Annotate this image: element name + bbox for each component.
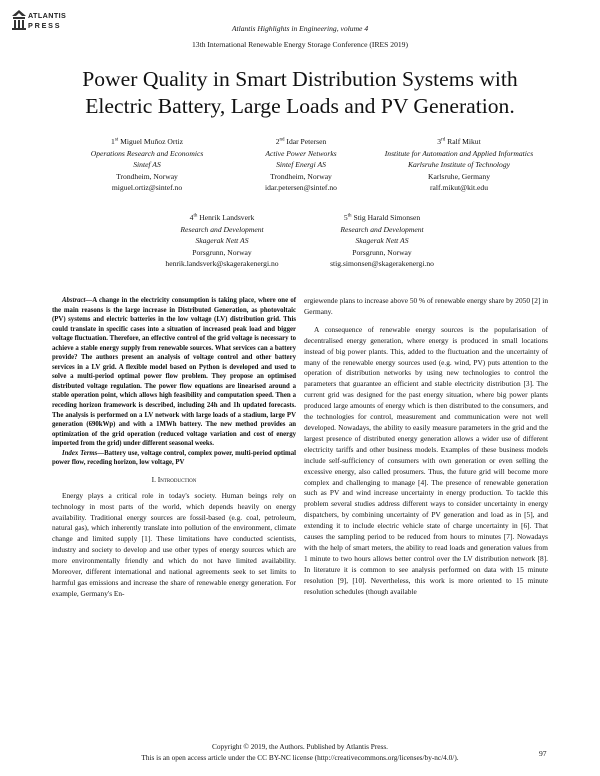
left-column <box>52 296 296 600</box>
right-column <box>304 296 548 597</box>
author-email[interactable]: miguel.ortiz@sintef.no <box>111 183 183 192</box>
author-name: Stig Harald Simonsen <box>353 213 421 222</box>
title-line-1: Power Quality in Smart Distribution Systems with <box>82 67 518 91</box>
author-organization: Karlsruhe Institute of Technology <box>407 160 511 169</box>
abstract-label: Abstract <box>62 297 86 304</box>
author-name: Henrik Landsverk <box>199 213 255 222</box>
copyright-line: Copyright © 2019, the Authors. Published by Atlantis Press. <box>211 742 388 751</box>
paper-title <box>20 66 580 120</box>
index-terms <box>52 449 296 468</box>
author-department: Active Power Networks <box>265 148 337 158</box>
author-department: Institute for Automation and Applied Informatics <box>384 148 534 158</box>
page-footer <box>0 742 600 763</box>
author-name-line: 4th Henrik Landsverk <box>189 213 255 222</box>
author-city: Trondheim, Norway <box>116 171 178 181</box>
index-terms-text: —Battery use, voltage control, complex power, multi-period optimal power flow, receding horizon, low voltage, PV <box>52 449 296 467</box>
author-email[interactable]: ralf.mikut@kit.edu <box>429 183 489 192</box>
author-name-line: 1st Miguel Muñoz Ortiz <box>111 137 183 146</box>
author-organization: Sintef AS <box>133 160 161 169</box>
author-name: Miguel Muñoz Ortiz <box>120 137 183 146</box>
body-paragraph: A consequence of renewable energy sources is the popularisation of decentralised energy generation, where energy is produced in small locations instead of big power plants. This, added to the fluctuation and the uncertainty of many of the renewable energy sources used (e.g. wind, PV) puts attention to the operation of distribution networks by using new technologies to control the parameters that guarantee an efficient and stable electricity distribution [3]. The current grid was designed for the past energy situation, where big power plants produced large amounts of energy which is then distributed to the consumers, and the technologies for control, measurement and communication were not well developed. Nowadays, the ability to easily measure parameters in the grid and the largest presence of distributed energy generation allows a wider use of different electricity tariffs and other business models. Examples of these business models include self-sufficiency of consumers with own generation or even selling the excessive energy, also called prosumers. Thus, the future grid will become more complex and challenging to manage [4]. The presence of renewable generation such as PV and wind increase uncertainty in energy production. To tackle this problem several studies address different ways to consider uncertainty in energy dispatchers, by combining uncertainty of PV generation and load as in [5], and extending it to include electric vehicle state of charge uncertainty in [6]. That causes the sampling period to be reduced from hours to minutes [7]. Nowadays with the help of smart meters, the ability to read loads and generation values from 1 minute to two hours allows better control over the LV distribution network [8]. In literature it is common to see analysis performed on data with 15 minute resolution [9], [10]. Nevertheless, this work is more oriented to 15 minute resolution schedules (though available <box>304 324 548 596</box>
author-name-line: 5th Stig Harald Simonsen <box>343 213 421 222</box>
author-name-line: 3rd Ralf Mikut <box>437 137 481 146</box>
logo-text-line2: PRESS <box>28 21 62 30</box>
author-block-3 <box>361 136 557 194</box>
index-terms-label: Index Terms <box>62 449 98 457</box>
author-email[interactable]: henrik.landsverk@skagerakenergi.no <box>165 259 279 268</box>
author-department: Research and Development <box>340 224 424 234</box>
section-heading: I. Introduction <box>151 474 197 484</box>
author-email[interactable]: stig.simonsen@skagerakenergi.no <box>330 259 434 268</box>
author-name: Ralf Mikut <box>447 137 481 146</box>
continued-paragraph: ergiewende plans to increase above 50 % of renewable energy share by 2050 [2] in Germany. <box>304 296 548 316</box>
author-department: Research and Development <box>180 224 264 234</box>
running-head: Atlantis Highlights in Engineering, volume 4 <box>231 24 369 33</box>
author-email[interactable]: idar.petersen@sintef.no <box>265 183 337 192</box>
license-line[interactable]: This is an open access article under the CC BY-NC license (http://creativecommons.org/licenses/by-nc/4.0/). <box>141 752 459 762</box>
author-city: Karlsruhe, Germany <box>428 171 490 181</box>
author-city: Porsgrunn, Norway <box>192 247 252 257</box>
abstract-text: —A change in the electricity consumption is taking place, where one of the main reasons is the large increase in Distributed Generation, as photovoltaic (PV) systems and electric batteries in the low voltage (LV) distribution grid. This could translate in specific cases into a situation of increased peak load and bigger voltage fluctuation. Therefore, an effective control of the grid voltage is necessary to achieve a stable energy supply from renewable sources. What services can a battery provide? The authors present an analysis of voltage control and other battery services in a LV grid. A flexible model based on Python is developed and used to solve a multi-period optimal power flow problem. They propose an optimised distributed voltage regulation. The power flow equations are linearised around a stable operation point, which allows high feasibility and computation speed. Then a receding horizon framework is described, including 24h and 1h updated forecasts. The analysis is performed on a LV network with large loads of a stadium, large PV generation (690kWp) and with a 1MWh battery. The new method provides an optimization of the grid operation (reduced voltage variation and cost of energy imported from the grid) under different seasonal weeks. <box>52 297 296 448</box>
author-organization: Skagerak Nett AS <box>355 236 409 245</box>
author-block-5 <box>282 212 482 270</box>
author-city: Porsgrunn, Norway <box>352 247 412 257</box>
abstract <box>52 296 296 449</box>
introduction-paragraph: Energy plays a critical role in today's society. Human beings rely on technology in most parts of the world, which depends heavily on energy availability. Traditional energy sources are fossil-based (e.g. coal, petroleum, natural gas), which inherently translate into pollution of the environment, climate change and limited supply [1]. These limitations have conducted scientists, industry and society to develop and use other types of energy sources which are more environmentally friendly and which do not have limited availability. Moreover, different international and national agreements seek to set limits to harmful gas emissions and increase the share of renewable energy generation. For example, Germany's En- <box>52 490 296 598</box>
logo-text-line1: ATLANTIS <box>28 11 67 20</box>
author-department: Operations Research and Economics <box>90 148 204 158</box>
author-organization: Skagerak Nett AS <box>195 236 249 245</box>
author-name-line: 2nd Idar Petersen <box>275 137 327 146</box>
title-line-2: Electric Battery, Large Loads and PV Generation. <box>85 94 515 118</box>
author-city: Trondheim, Norway <box>270 171 332 181</box>
author-name: Idar Petersen <box>286 137 327 146</box>
page-number: 97 <box>539 749 547 758</box>
author-organization: Sintef Energi AS <box>276 160 326 169</box>
conference-line: 13th International Renewable Energy Storage Conference (IRES 2019) <box>191 40 408 49</box>
